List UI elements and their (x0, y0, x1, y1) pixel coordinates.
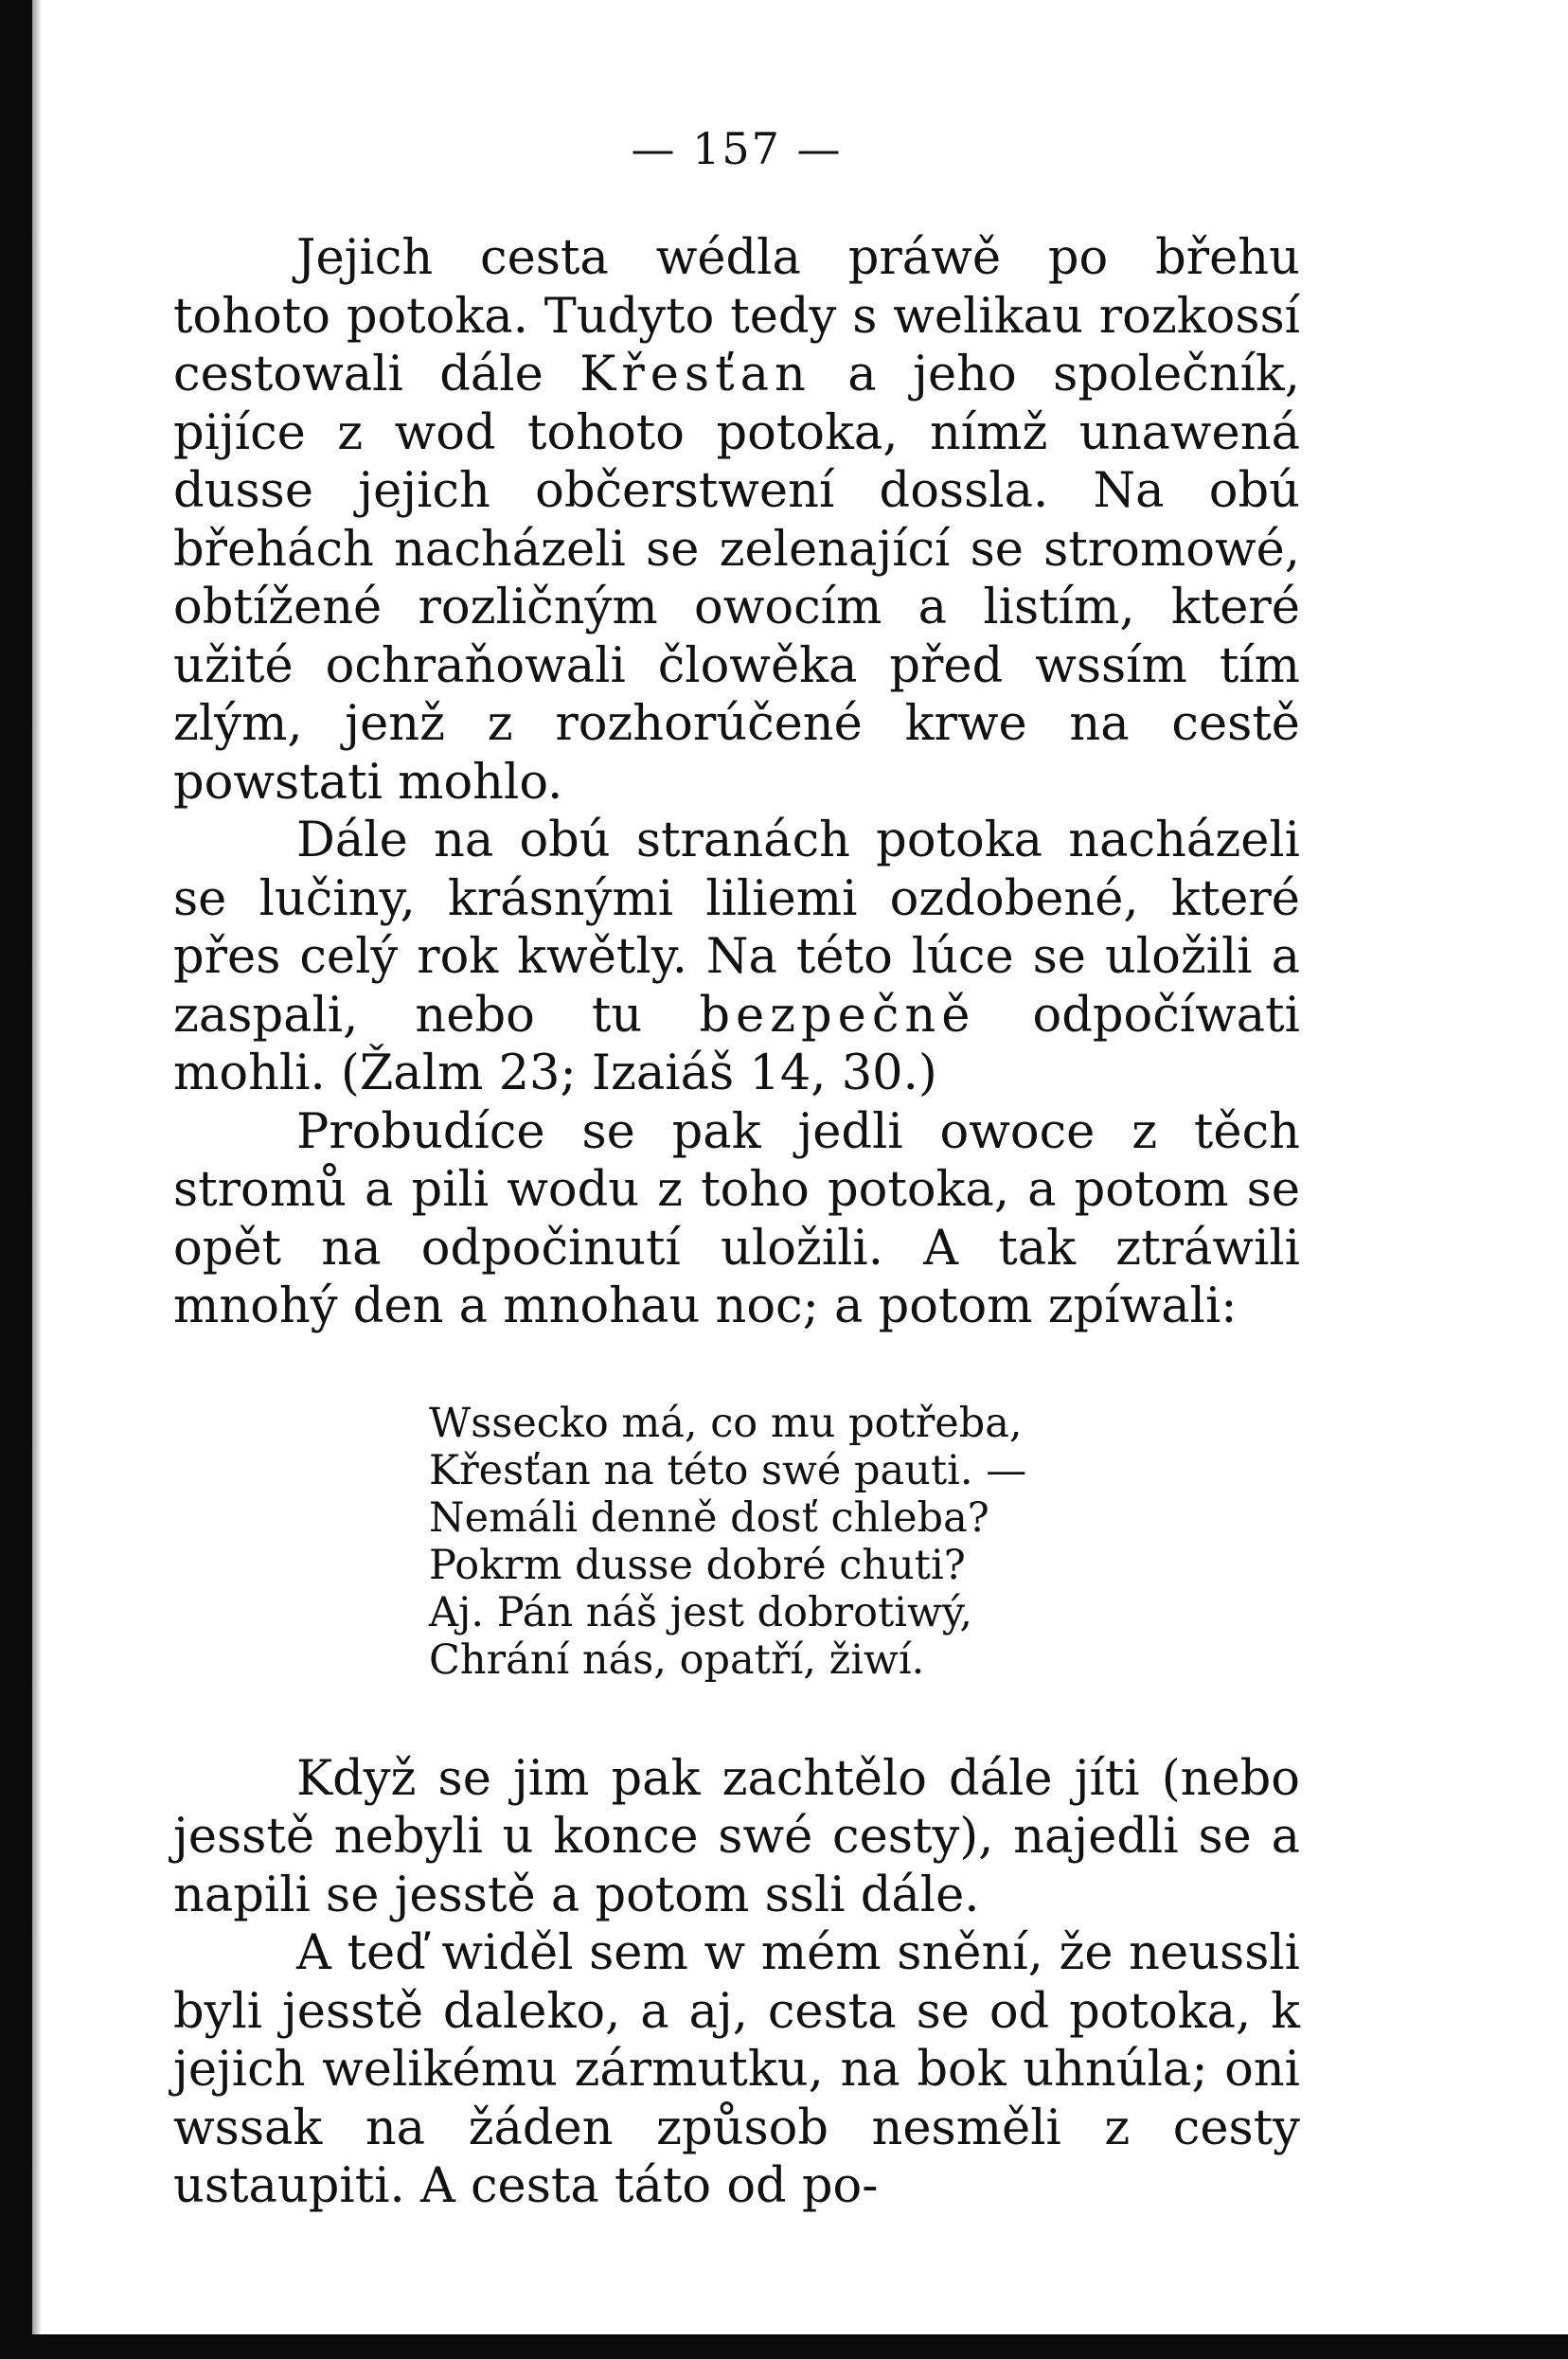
poem-line-1: Wssecko má, co mu potřeba, (429, 1399, 1023, 1447)
page-number: — 157 — (631, 123, 843, 174)
poem-line-3: Nemáli denně dosť chleba? (429, 1493, 989, 1542)
paragraph-3 (173, 1103, 1300, 1336)
poem-line-2: Křesťan na této swé pauti. — (429, 1446, 1027, 1494)
poem-line-6: Chrání nás, opatří, žiwí. (429, 1635, 925, 1684)
poem-verse (429, 1400, 1300, 1684)
poem-line-5: Aj. Pán náš jest dobrotiwý, (429, 1588, 973, 1636)
paragraph-2-text-b: odpočíwati mohli. (Žalm 23; Izaiáš 14, 30.) (173, 987, 1300, 1101)
paragraph-2-text-a: Dále na obú stranách potoka nacházeli se lučiny, krásnými liliemi ozdobené, které přes celý rok kwětly. Na této lúce se uložili a zaspali, nebo tu (173, 813, 1300, 1044)
scan-bottom-border (0, 2334, 1568, 2359)
poem-line-4: Pokrm dusse dobré chuti? (429, 1541, 966, 1589)
paragraph-4-text: Když se jim pak zachtělo dále jíti (nebo jesstě nebyli u konce swé cesty), najedli se a napili se jesstě a potom ssli dále. (173, 1750, 1300, 1923)
scan-left-shadow (32, 0, 42, 2359)
paragraph-4 (173, 1750, 1300, 1925)
paragraph-5 (173, 1924, 1300, 2216)
paragraph-1 (173, 229, 1300, 812)
paragraph-3-text: Probudíce se pak jedli owoce z těch stromů a pili wodu z toho potoka, a potom se opět na odpočinutí uložili. A tak ztráwili mnohý den a mnohau noc; a potom zpíwali: (173, 1103, 1300, 1334)
paragraph-1-text-b: a jeho společník, pijíce z wod tohoto potoka, nímž unawená dusse jejich občerstwení dossla. Na obú břehách nacházeli se zelenající se stromowé, obtížené rozličným owocím a listím, které užité ochraňowali člowěka před wssím tím zlým, jenž z rozhorúčené krwe na cestě powstati mohlo. (173, 347, 1300, 811)
scan-left-border (0, 0, 32, 2359)
paragraph-5-text: A teď widěl sem w mém snění, že neussli byli jesstě daleko, a aj, cesta se od potoka, k jejich welikému zármutku, na bok uhnúla; oni wssak na žáden způsob nesměli z cesty ustaupiti. A cesta táto od po- (173, 1925, 1300, 2214)
paragraph-2-word-spaced: bezpečně (699, 987, 976, 1044)
paragraph-2 (173, 812, 1300, 1103)
book-page (173, 123, 1300, 2216)
paragraph-1-name-spaced: Křesťan (579, 347, 811, 402)
paragraph-1-text-a: Jejich cesta wédla práwě po břehu tohoto potoka. Tudyto tedy s welikau rozkossí cestowali dále (173, 230, 1300, 402)
